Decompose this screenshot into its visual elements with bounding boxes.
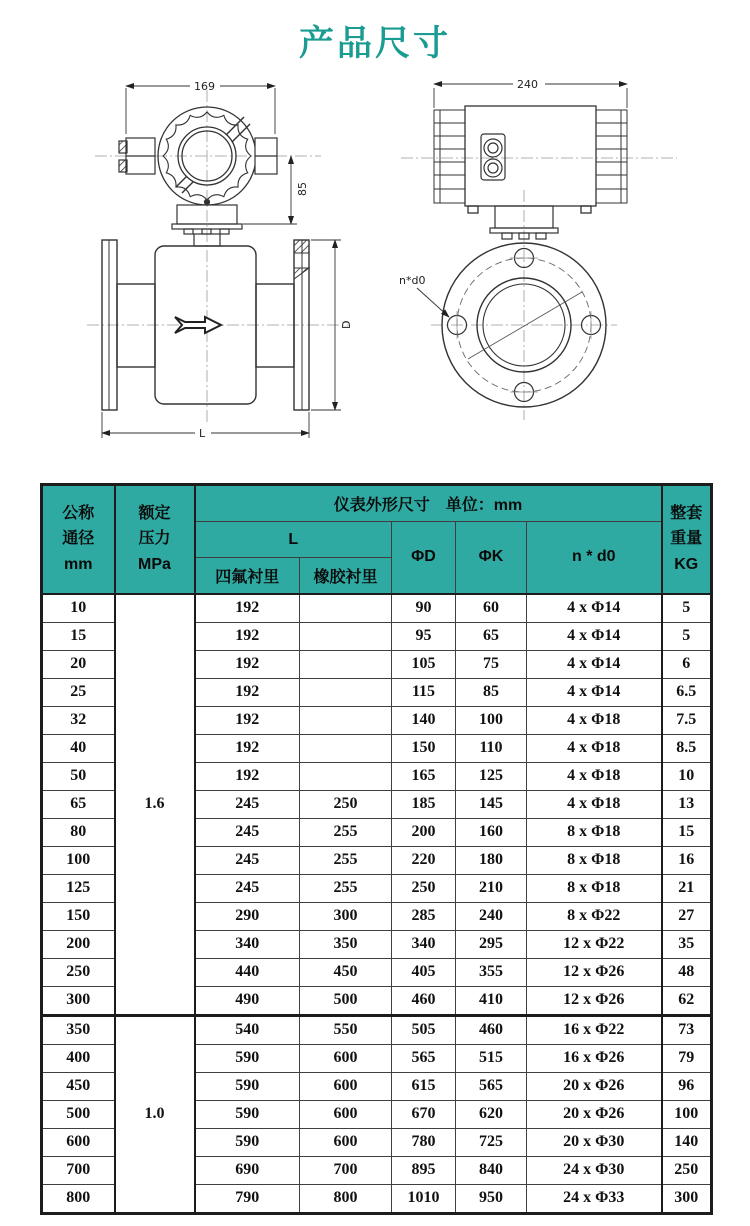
cable-entry-hatch [119, 160, 127, 172]
cell-n-d0: 24 x Φ30 [527, 1156, 662, 1184]
cell-phiK: 85 [456, 678, 527, 706]
page-title: 产品尺寸 [298, 24, 451, 63]
cell-phiK: 100 [456, 706, 527, 734]
cell-phiD: 165 [392, 762, 456, 790]
cell-n-d0: 4 x Φ18 [527, 706, 662, 734]
cell-rubber-lining: 600 [300, 1128, 392, 1156]
cell-ptfe-lining: 490 [195, 986, 300, 1015]
technical-drawings [0, 72, 750, 457]
cell-weight: 6 [662, 650, 712, 678]
cell-nominal-diameter: 700 [42, 1156, 115, 1184]
cell-rubber-lining: 450 [300, 958, 392, 986]
cell-n-d0: 8 x Φ18 [527, 846, 662, 874]
cell-n-d0: 4 x Φ14 [527, 678, 662, 706]
cell-weight: 62 [662, 986, 712, 1015]
cell-phiD: 565 [392, 1044, 456, 1072]
cell-ptfe-lining: 192 [195, 678, 300, 706]
cell-phiK: 125 [456, 762, 527, 790]
cell-weight: 21 [662, 874, 712, 902]
header-n-d0: n * d0 [527, 522, 662, 594]
svg-text:169: 169 [194, 80, 215, 93]
dimension-240 [434, 78, 627, 108]
cell-rubber-lining: 255 [300, 846, 392, 874]
cell-n-d0: 12 x Φ22 [527, 930, 662, 958]
cell-ptfe-lining: 245 [195, 874, 300, 902]
cell-n-d0: 24 x Φ33 [527, 1184, 662, 1213]
cell-ptfe-lining: 290 [195, 902, 300, 930]
converter-housing [434, 106, 627, 213]
cell-rubber-lining: 700 [300, 1156, 392, 1184]
cell-rubber-lining: 250 [300, 790, 392, 818]
cell-nominal-diameter: 150 [42, 902, 115, 930]
cell-phiK: 295 [456, 930, 527, 958]
cell-rubber-lining [300, 650, 392, 678]
cell-rubber-lining: 350 [300, 930, 392, 958]
cell-phiD: 670 [392, 1100, 456, 1128]
header-L: L [195, 522, 392, 558]
side-view-drawing [383, 72, 693, 457]
cell-rubber-lining [300, 594, 392, 623]
cell-phiD: 150 [392, 734, 456, 762]
cell-rubber-lining: 600 [300, 1100, 392, 1128]
cell-rubber-lining: 300 [300, 902, 392, 930]
cell-phiD: 615 [392, 1072, 456, 1100]
cell-weight: 48 [662, 958, 712, 986]
cell-phiD: 895 [392, 1156, 456, 1184]
cell-n-d0: 8 x Φ22 [527, 902, 662, 930]
cell-n-d0: 16 x Φ26 [527, 1044, 662, 1072]
cell-phiD: 505 [392, 1015, 456, 1044]
cable-glands [481, 134, 505, 180]
header-phiD: ΦD [392, 522, 456, 594]
cell-n-d0: 4 x Φ14 [527, 594, 662, 623]
cell-n-d0: 8 x Φ18 [527, 874, 662, 902]
header-rubber-lining: 橡胶衬里 [300, 558, 392, 594]
cell-phiK: 240 [456, 902, 527, 930]
cell-weight: 27 [662, 902, 712, 930]
cell-phiK: 620 [456, 1100, 527, 1128]
cell-ptfe-lining: 245 [195, 846, 300, 874]
cell-ptfe-lining: 192 [195, 734, 300, 762]
cell-nominal-diameter: 100 [42, 846, 115, 874]
cell-nominal-diameter: 65 [42, 790, 115, 818]
header-total-weight: 整套 重量 KG [662, 485, 712, 594]
cell-phiD: 140 [392, 706, 456, 734]
cell-rubber-lining: 550 [300, 1015, 392, 1044]
cell-phiK: 515 [456, 1044, 527, 1072]
cell-phiK: 160 [456, 818, 527, 846]
cell-phiD: 405 [392, 958, 456, 986]
cell-ptfe-lining: 690 [195, 1156, 300, 1184]
svg-text:L: L [199, 427, 206, 440]
cell-nominal-diameter: 32 [42, 706, 115, 734]
cell-n-d0: 8 x Φ18 [527, 818, 662, 846]
cell-weight: 15 [662, 818, 712, 846]
cell-nominal-diameter: 80 [42, 818, 115, 846]
cell-nominal-diameter: 200 [42, 930, 115, 958]
cell-ptfe-lining: 790 [195, 1184, 300, 1213]
cell-phiD: 285 [392, 902, 456, 930]
cell-weight: 5 [662, 622, 712, 650]
cell-phiK: 410 [456, 986, 527, 1015]
header-rated-pressure: 额定 压力 MPa [115, 485, 195, 594]
cell-weight: 13 [662, 790, 712, 818]
cell-rated-pressure: 1.0 [115, 1015, 195, 1213]
cell-rubber-lining [300, 678, 392, 706]
cell-nominal-diameter: 40 [42, 734, 115, 762]
cell-weight: 35 [662, 930, 712, 958]
cell-phiD: 115 [392, 678, 456, 706]
cell-phiD: 1010 [392, 1184, 456, 1213]
cell-n-d0: 20 x Φ30 [527, 1128, 662, 1156]
cell-rated-pressure: 1.6 [115, 594, 195, 1016]
cell-weight: 96 [662, 1072, 712, 1100]
cell-ptfe-lining: 192 [195, 594, 300, 623]
dimension-L [102, 412, 309, 440]
header-ptfe-lining: 四氟衬里 [195, 558, 300, 594]
cell-weight: 16 [662, 846, 712, 874]
cell-ptfe-lining: 192 [195, 622, 300, 650]
cell-ptfe-lining: 590 [195, 1044, 300, 1072]
cell-nominal-diameter: 125 [42, 874, 115, 902]
cell-n-d0: 4 x Φ18 [527, 762, 662, 790]
cell-phiK: 950 [456, 1184, 527, 1213]
cell-phiD: 340 [392, 930, 456, 958]
cell-nominal-diameter: 20 [42, 650, 115, 678]
right-fins [596, 110, 627, 203]
cell-weight: 5 [662, 594, 712, 623]
cell-n-d0: 16 x Φ22 [527, 1015, 662, 1044]
cell-phiD: 105 [392, 650, 456, 678]
cell-nominal-diameter: 800 [42, 1184, 115, 1213]
cell-ptfe-lining: 245 [195, 790, 300, 818]
cell-phiD: 780 [392, 1128, 456, 1156]
cell-nominal-diameter: 50 [42, 762, 115, 790]
table-row [42, 1015, 712, 1044]
cell-rubber-lining: 500 [300, 986, 392, 1015]
table-header [42, 485, 712, 594]
flow-direction-arrow [175, 317, 221, 333]
cell-nominal-diameter: 300 [42, 986, 115, 1015]
cell-weight: 73 [662, 1015, 712, 1044]
cell-phiK: 65 [456, 622, 527, 650]
cell-phiD: 200 [392, 818, 456, 846]
cell-phiK: 460 [456, 1015, 527, 1044]
cell-phiK: 60 [456, 594, 527, 623]
cell-phiD: 220 [392, 846, 456, 874]
left-fins [434, 110, 465, 203]
front-view-drawing [57, 72, 357, 457]
table-row [42, 594, 712, 623]
cell-n-d0: 20 x Φ26 [527, 1072, 662, 1100]
header-phiK: ΦK [456, 522, 527, 594]
cell-n-d0: 4 x Φ14 [527, 650, 662, 678]
cell-ptfe-lining: 590 [195, 1128, 300, 1156]
cell-weight: 100 [662, 1100, 712, 1128]
cell-phiK: 75 [456, 650, 527, 678]
section-hatch [294, 240, 309, 253]
cell-weight: 250 [662, 1156, 712, 1184]
cell-nominal-diameter: 10 [42, 594, 115, 623]
cell-phiD: 460 [392, 986, 456, 1015]
dimensions-table [40, 483, 713, 1215]
cell-weight: 6.5 [662, 678, 712, 706]
cell-phiK: 840 [456, 1156, 527, 1184]
cell-rubber-lining [300, 622, 392, 650]
cell-weight: 300 [662, 1184, 712, 1213]
cell-phiK: 355 [456, 958, 527, 986]
cell-n-d0: 20 x Φ26 [527, 1100, 662, 1128]
header-nominal-diameter: 公称 通径 mm [42, 485, 115, 594]
cell-nominal-diameter: 400 [42, 1044, 115, 1072]
cell-ptfe-lining: 340 [195, 930, 300, 958]
cell-ptfe-lining: 192 [195, 650, 300, 678]
cell-ptfe-lining: 440 [195, 958, 300, 986]
cell-ptfe-lining: 540 [195, 1015, 300, 1044]
svg-text:85: 85 [296, 182, 309, 196]
cell-phiK: 180 [456, 846, 527, 874]
centerlines [401, 158, 677, 420]
cell-ptfe-lining: 192 [195, 762, 300, 790]
cell-phiD: 95 [392, 622, 456, 650]
cell-nominal-diameter: 250 [42, 958, 115, 986]
cell-n-d0: 4 x Φ18 [527, 790, 662, 818]
cell-phiD: 90 [392, 594, 456, 623]
cell-weight: 10 [662, 762, 712, 790]
table-body [42, 594, 712, 1214]
cell-rubber-lining: 600 [300, 1072, 392, 1100]
cell-phiK: 725 [456, 1128, 527, 1156]
cell-rubber-lining [300, 734, 392, 762]
cell-nominal-diameter: 25 [42, 678, 115, 706]
cell-nominal-diameter: 350 [42, 1015, 115, 1044]
cell-weight: 79 [662, 1044, 712, 1072]
cell-nominal-diameter: 15 [42, 622, 115, 650]
cable-entry-hatch [119, 141, 127, 153]
cell-nominal-diameter: 600 [42, 1128, 115, 1156]
cell-rubber-lining: 255 [300, 818, 392, 846]
cell-ptfe-lining: 192 [195, 706, 300, 734]
cell-n-d0: 12 x Φ26 [527, 986, 662, 1015]
cell-weight: 8.5 [662, 734, 712, 762]
svg-text:D: D [340, 320, 353, 329]
cell-ptfe-lining: 590 [195, 1072, 300, 1100]
cell-phiD: 185 [392, 790, 456, 818]
bolt-callout [399, 274, 449, 317]
cell-n-d0: 4 x Φ18 [527, 734, 662, 762]
cell-weight: 7.5 [662, 706, 712, 734]
cell-rubber-lining: 255 [300, 874, 392, 902]
cell-ptfe-lining: 590 [195, 1100, 300, 1128]
cell-n-d0: 4 x Φ14 [527, 622, 662, 650]
cell-phiK: 210 [456, 874, 527, 902]
cell-rubber-lining: 800 [300, 1184, 392, 1213]
cell-ptfe-lining: 245 [195, 818, 300, 846]
svg-text:240: 240 [517, 78, 538, 91]
cell-phiD: 250 [392, 874, 456, 902]
cell-rubber-lining [300, 762, 392, 790]
svg-text:n*d0: n*d0 [399, 274, 426, 287]
cell-n-d0: 12 x Φ26 [527, 958, 662, 986]
cell-phiK: 110 [456, 734, 527, 762]
cell-nominal-diameter: 500 [42, 1100, 115, 1128]
cell-phiK: 565 [456, 1072, 527, 1100]
cell-phiK: 145 [456, 790, 527, 818]
cell-rubber-lining [300, 706, 392, 734]
header-dimensions-group: 仪表外形尺寸 单位：mm [195, 485, 662, 522]
cell-nominal-diameter: 450 [42, 1072, 115, 1100]
cell-weight: 140 [662, 1128, 712, 1156]
cell-rubber-lining: 600 [300, 1044, 392, 1072]
